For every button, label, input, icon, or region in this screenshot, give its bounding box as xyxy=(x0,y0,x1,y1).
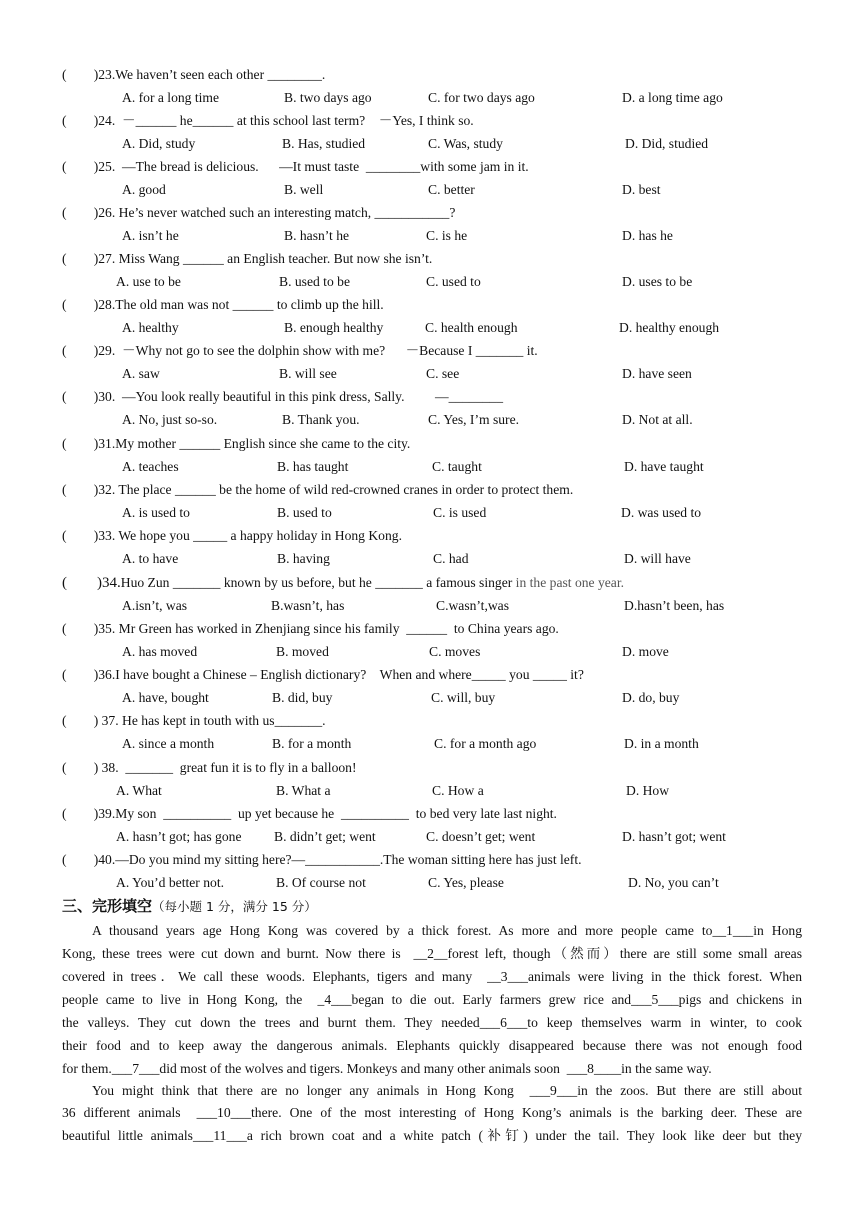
option-a: A. healthy xyxy=(122,320,179,335)
option-d: D. will have xyxy=(624,551,691,566)
passage-line: people came to live in Hong Kong, the _4___began to die out. Early farmers grew rice and___5___pigs and chickens in xyxy=(62,992,802,1007)
question-31-options xyxy=(0,458,860,476)
option-c: C. Was, study xyxy=(428,136,503,151)
option-c: C. Yes, I’m sure. xyxy=(428,412,520,427)
option-d: D. has he xyxy=(622,228,673,243)
question-27-stem: ( )27. Miss Wang ______ an English teacher. But now she isn’t. xyxy=(62,251,433,266)
question-34-stem xyxy=(62,574,624,592)
option-a: A. isn’t he xyxy=(122,228,179,243)
option-a: A. have, bought xyxy=(122,690,209,705)
option-a: A. You’d better not. xyxy=(116,875,224,890)
passage-line: You might think that there are no longer any animals in Hong Kong ___9___in the zoos. But there are still about xyxy=(92,1083,802,1098)
option-d: D. No, you can’t xyxy=(628,875,719,890)
option-c: C. is he xyxy=(426,228,468,243)
option-b: B. hasn’t he xyxy=(284,228,350,243)
option-d: D. do, buy xyxy=(622,690,680,705)
option-b: B. has taught xyxy=(277,459,349,474)
option-a: A.isn’t, was xyxy=(122,598,188,613)
option-d: D. uses to be xyxy=(622,274,693,289)
option-c: C. health enough xyxy=(425,320,518,335)
section-scoring-note: （每小题 1 分，满分 15 分） xyxy=(152,899,317,914)
option-d: D. a long time ago xyxy=(622,90,723,105)
option-b: B. enough healthy xyxy=(284,320,384,335)
question-35-stem: ( )35. Mr Green has worked in Zhenjiang since his family ______ to China years ago. xyxy=(62,621,559,636)
option-a: A. for a long time xyxy=(122,90,220,105)
option-d: D. hasn’t got; went xyxy=(622,829,726,844)
option-b: B. did, buy xyxy=(272,690,333,705)
option-a: A. teaches xyxy=(122,459,179,474)
option-c: C.wasn’t,was xyxy=(436,598,509,613)
option-d: D. best xyxy=(622,182,661,197)
option-c: C. moves xyxy=(429,644,481,659)
option-a: A. use to be xyxy=(116,274,181,289)
option-c: C. for two days ago xyxy=(428,90,535,105)
question-31-stem: ( )31.My mother ______ English since she came to the city. xyxy=(62,436,411,451)
option-d: D. healthy enough xyxy=(619,320,720,335)
option-a: A. saw xyxy=(122,366,160,381)
option-b: B. two days ago xyxy=(284,90,372,105)
option-c: C. doesn’t get; went xyxy=(426,829,536,844)
question-34-text-faint: in the past one year. xyxy=(515,575,625,590)
option-a: A. to have xyxy=(122,551,179,566)
question-24-options xyxy=(0,135,860,153)
question-27-options xyxy=(0,273,860,291)
question-35-options xyxy=(0,643,860,661)
question-26-options xyxy=(0,227,860,245)
section-heading xyxy=(62,896,317,917)
option-a: A. has moved xyxy=(122,644,198,659)
question-39-stem: ( )39.My son __________ up yet because he __________ to bed very late last night. xyxy=(62,806,557,821)
question-32-options xyxy=(0,504,860,522)
question-34-number: ( )34. xyxy=(62,575,121,591)
option-b: B. used to xyxy=(277,505,332,520)
option-a: A. since a month xyxy=(122,736,215,751)
option-b: B. What a xyxy=(276,783,331,798)
question-23-options xyxy=(0,89,860,107)
option-d: D. have taught xyxy=(624,459,704,474)
option-d: D. How xyxy=(626,783,670,798)
question-23-stem: ( )23.We haven’t seen each other ________. xyxy=(62,67,326,82)
passage-line: A thousand years age Hong Kong was covered by a thick forest. As more and more people came to__1___in Hong xyxy=(92,923,802,938)
option-b: B. having xyxy=(277,551,330,566)
question-38-options xyxy=(0,782,860,800)
option-d: D. was used to xyxy=(621,505,702,520)
question-40-stem: ( )40.—Do you mind my sitting here?—___________.The woman sitting here has just left. xyxy=(62,852,582,867)
question-30-options xyxy=(0,411,860,429)
option-a: A. What xyxy=(116,783,162,798)
option-d: D.hasn’t been, has xyxy=(624,598,725,613)
option-b: B. will see xyxy=(279,366,337,381)
question-28-options xyxy=(0,319,860,337)
option-d: D. in a month xyxy=(624,736,699,751)
option-c: C. used to xyxy=(426,274,481,289)
option-d: D. move xyxy=(622,644,669,659)
question-34-text: Huo Zun _______ known by us before, but he _______ a famous singer xyxy=(120,575,516,590)
passage-line: the valleys. They cut down the trees and burnt them. They needed___6___to keep themselves warm in winter, to cook xyxy=(62,1015,802,1030)
question-26-stem: ( )26. He’s never watched such an interesting match, ___________? xyxy=(62,205,456,220)
passage-line: beautiful little animals___11___a rich brown coat and a white patch (补钉) under the tail. They look like deer but they xyxy=(62,1128,802,1143)
option-c: C. is used xyxy=(433,505,487,520)
option-c: C. had xyxy=(433,551,469,566)
passage-line: covered in trees．We call these woods. Elephants, tigers and many __3___animals were living in the thick forest. When xyxy=(62,969,802,984)
option-c: C. for a month ago xyxy=(434,736,537,751)
question-39-options xyxy=(0,828,860,846)
question-36-options xyxy=(0,689,860,707)
option-a: A. is used to xyxy=(122,505,190,520)
option-a: A. No, just so-so. xyxy=(122,412,218,427)
option-b: B. for a month xyxy=(272,736,352,751)
option-b: B. used to be xyxy=(279,274,350,289)
option-c: C. Yes, please xyxy=(428,875,504,890)
option-b: B. Has, studied xyxy=(282,136,366,151)
question-37-options xyxy=(0,735,860,753)
question-24-stem: ( )24. －______ he______ at this school last term? －Yes, I think so. xyxy=(62,113,474,128)
option-b: B. Thank you. xyxy=(282,412,360,427)
question-37-stem: ( ) 37. He has kept in touth with us_______. xyxy=(62,713,326,728)
option-d: D. Not at all. xyxy=(622,412,693,427)
option-d: D. Did, studied xyxy=(625,136,709,151)
passage-line: 36 different animals ___10___there. One of the most interesting of Hong Kong’s animals is the barking deer. These are xyxy=(62,1105,802,1120)
question-38-stem: ( ) 38. _______ great fun it is to fly in a balloon! xyxy=(62,760,357,775)
question-25-stem: ( )25. —The bread is delicious. —It must taste ________with some jam in it. xyxy=(62,159,529,174)
question-29-stem: ( )29. －Why not go to see the dolphin show with me? －Because I _______ it. xyxy=(62,343,538,358)
option-b: B. Of course not xyxy=(276,875,366,890)
option-a: A. Did, study xyxy=(122,136,196,151)
option-b: B. didn’t get; went xyxy=(274,829,376,844)
passage-line: their food and to keep away the dangerous animals. Elephants quickly disappeared because there was not enough food xyxy=(62,1038,802,1053)
question-28-stem: ( )28.The old man was not ______ to climb up the hill. xyxy=(62,297,384,312)
option-c: C. better xyxy=(428,182,475,197)
option-c: C. will, buy xyxy=(431,690,496,705)
question-33-stem: ( )33. We hope you _____ a happy holiday in Hong Kong. xyxy=(62,528,402,543)
option-b: B. moved xyxy=(276,644,329,659)
section-title: 三、完形填空 xyxy=(62,897,153,915)
option-d: D. have seen xyxy=(622,366,692,381)
option-b: B.wasn’t, has xyxy=(271,598,345,613)
passage-line: Kong, these trees were cut down and burnt. Now there is __2__forest left, though（然而）there are still some small areas xyxy=(62,946,802,961)
question-32-stem: ( )32. The place ______ be the home of wild red-crowned cranes in order to protect them. xyxy=(62,482,574,497)
option-c: C. How a xyxy=(432,783,484,798)
question-34-options xyxy=(0,597,860,615)
option-a: A. good xyxy=(122,182,166,197)
question-25-options xyxy=(0,181,860,199)
option-c: C. see xyxy=(426,366,460,381)
question-40-options xyxy=(0,874,860,892)
question-30-stem: ( )30. —You look really beautiful in this pink dress, Sally. —________ xyxy=(62,389,504,404)
question-36-stem: ( )36.I have bought a Chinese – English dictionary? When and where_____ you _____ it? xyxy=(62,667,584,682)
question-33-options xyxy=(0,550,860,568)
question-29-options xyxy=(0,365,860,383)
passage-line: for them.___7___did most of the wolves and tigers. Monkeys and many other animals soon ___8____in the same way. xyxy=(62,1061,712,1076)
option-c: C. taught xyxy=(432,459,482,474)
option-a: A. hasn’t got; has gone xyxy=(116,829,242,844)
option-b: B. well xyxy=(284,182,324,197)
